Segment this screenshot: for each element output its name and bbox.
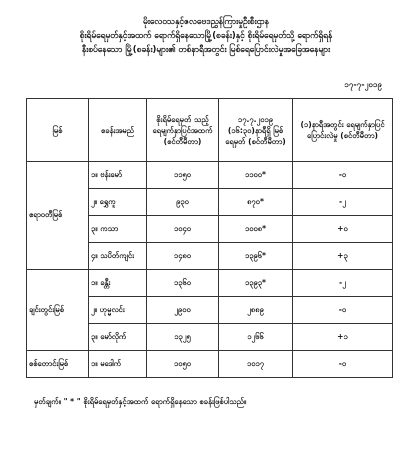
river-name: ဧရာဝတီမြစ် xyxy=(27,162,89,270)
hourly-change: +၀ xyxy=(293,216,393,243)
river-name: ချင်းတွင်းမြစ် xyxy=(27,270,89,351)
danger-level: ၁၃၆၀ xyxy=(147,270,219,297)
header-station: စခန်းအမည် xyxy=(89,99,147,162)
table-header-row xyxy=(27,99,393,162)
water-level: ၂၈၈၉ xyxy=(219,297,293,324)
station-name: ၁။ ဗန်းမော် xyxy=(89,162,147,189)
station-name: ၂။ ဟုမ္မလင်း xyxy=(89,297,147,324)
station-name: ၁။ ခန္တီး xyxy=(89,270,147,297)
hourly-change: -၀ xyxy=(293,297,393,324)
danger-level: ၁၁၅၀ xyxy=(147,162,219,189)
danger-level: ၁၀၅၀ xyxy=(147,351,219,378)
station-name: ၂။ ရွှေကူ xyxy=(89,189,147,216)
hourly-change: -၂ xyxy=(293,270,393,297)
hourly-change: -၂ xyxy=(293,189,393,216)
danger-level: ၉၃၀ xyxy=(147,189,219,216)
header-line-2: စိုးရိမ်ရေမှတ်နှင့်အထက် ရောက်ရှိနေသောမြို့(စခန်း)နှင့် စိုးရိမ်ရေမှတ်သို့ ရောက်ရှိရန် xyxy=(79,30,333,40)
station-name: ၄။ သပိတ်ကျင်း xyxy=(89,243,147,270)
header-hourly-change: (၁)နာရီအတွင်း ရေမျက်နှာပြင်ပြောင်းလဲမှု (စင်တီမီတာ) xyxy=(293,99,393,162)
header-line-3: နီးစပ်နေသော မြို့(စခန်း)များ၏ တစ်နာရီအတွင်း မြစ်ရေပြောင်းလဲမှုအခြေအနေများ xyxy=(81,44,331,54)
header-danger-level: စိုးရိမ်ရေမှတ် သည့်ရေမျက်နှာပြင်အထက် (စင်တီမီတာ) xyxy=(147,99,219,162)
water-level: ၁၂၆၆ xyxy=(219,324,293,351)
water-level: ၈၇၀* xyxy=(219,189,293,216)
water-level: ၁၀၁၇ xyxy=(219,351,293,378)
danger-level: ၂၉၀၀ xyxy=(147,297,219,324)
station-name: ၃။ မော်လိုက် xyxy=(89,324,147,351)
hourly-change: -၀ xyxy=(293,162,393,189)
hourly-change: +၁ xyxy=(293,324,393,351)
station-name: ၃။ ကသာ xyxy=(89,216,147,243)
danger-level: ၁၃၂၅ xyxy=(147,324,219,351)
header-line-1: မိုးလေဝသနှင့်ဇလဗေဒညွှန်ကြားမှုဦးစီးဌာန xyxy=(142,16,270,26)
station-name: ၁။ မဒေါက် xyxy=(89,351,147,378)
table-row xyxy=(27,351,393,378)
water-level: ၁၁၀၀* xyxy=(219,162,293,189)
danger-level: ၁၄၈၀ xyxy=(147,243,219,270)
table-row xyxy=(27,162,393,189)
header-river: မြစ် xyxy=(27,99,89,162)
header-water-level: ၁၇.၇.၂၀၁၉ (၁၆:၃၀)နာရီရှိ မြစ်ရေမှတ် (စင်တီမီတာ) xyxy=(219,99,293,162)
water-level: ၁၃၉၃* xyxy=(219,270,293,297)
water-level: ၁၃၉၆* xyxy=(219,243,293,270)
water-level: ၁၀၀၈* xyxy=(219,216,293,243)
report-header xyxy=(26,14,386,56)
table-row xyxy=(27,270,393,297)
river-level-table xyxy=(26,98,393,378)
hourly-change: -၀ xyxy=(293,351,393,378)
footnote: မှတ်ချက်။ " * " စိုးရိမ်ရေမှတ်နှင့်အထက် ရောက်ရှိနေသော စခန်းဖြစ်ပါသည်။ xyxy=(34,397,247,406)
hourly-change: +၃ xyxy=(293,243,393,270)
report-date: ၁၇-၇-၂၀၁၉ xyxy=(344,80,382,89)
danger-level: ၁၀၄၀ xyxy=(147,216,219,243)
river-name: စစ်တောင်းမြစ် xyxy=(27,351,89,378)
